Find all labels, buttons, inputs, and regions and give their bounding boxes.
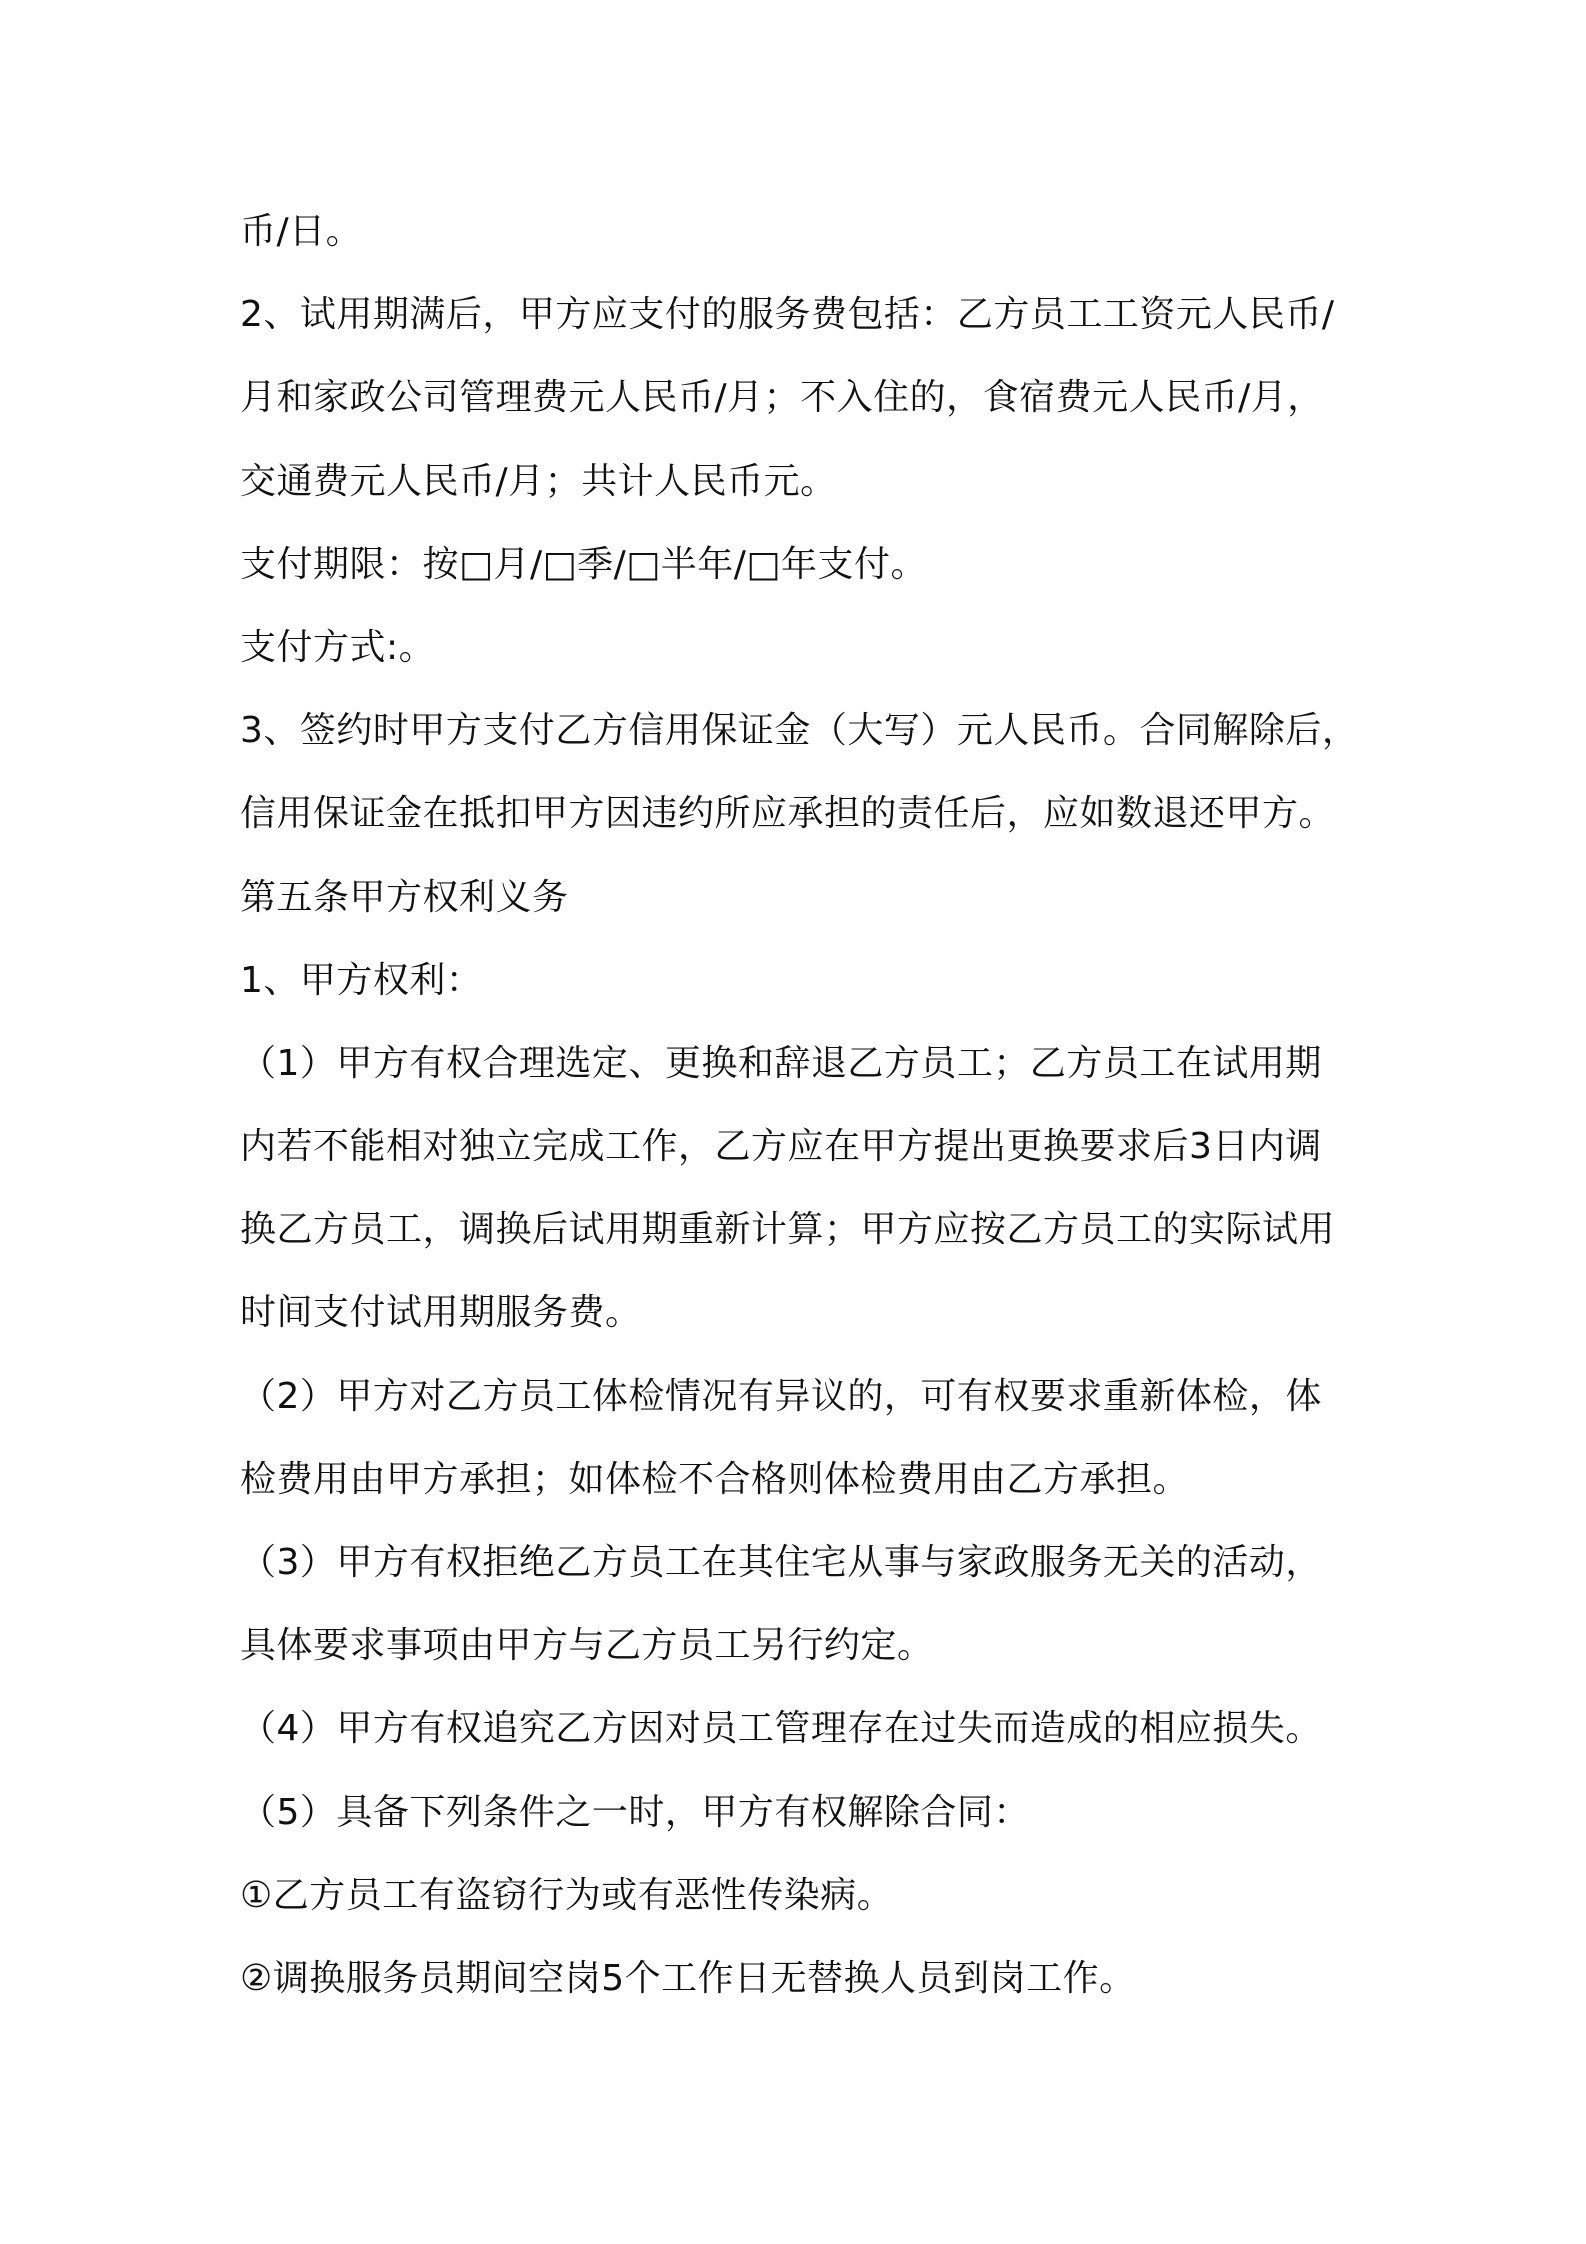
section-heading: 第五条甲方权利义务 bbox=[240, 876, 569, 918]
text-line-17: （3）甲方有权拒绝乙方员工在其住宅从事与家政服务无关的活动， bbox=[240, 1542, 1322, 1583]
text-line-3: 月和家政公司管理费元人民币/月；不入住的，食宿费元人民币/月， bbox=[240, 377, 1324, 419]
text-line-14: 时间支付试用期服务费。 bbox=[240, 1292, 642, 1334]
text-line-7: 3、签约时甲方支付乙方信用保证金（大写）元人民币。合同解除后， bbox=[240, 710, 1359, 752]
text-line-1: 币/日。 bbox=[240, 211, 363, 252]
text-line-18: 具体要求事项由甲方与乙方员工另行约定。 bbox=[240, 1625, 934, 1667]
text-line-21: ①乙方员工有盗窃行为或有恶性传染病。 bbox=[240, 1874, 894, 1916]
text-line-10: 1、甲方权利： bbox=[240, 959, 483, 1001]
text-line-12: 内若不能相对独立完成工作，乙方应在甲方提出更换要求后3日内调 bbox=[240, 1126, 1322, 1168]
contract-text bbox=[240, 190, 1360, 2020]
text-line-15: （2）甲方对乙方员工体检情况有异议的，可有权要求重新体检，体 bbox=[240, 1375, 1322, 1417]
text-line-16: 检费用由甲方承担；如体检不合格则体检费用由乙方承担。 bbox=[240, 1458, 1190, 1500]
text-line-6: 支付方式:。 bbox=[240, 626, 436, 668]
text-line-19: （4）甲方有权追究乙方因对员工管理存在过失而造成的相应损失。 bbox=[240, 1708, 1322, 1750]
text-line-22: ②调换服务员期间空岗5个工作日无替换人员到岗工作。 bbox=[240, 1957, 1136, 1999]
text-line-5: 支付期限：按□月/□季/□半年/□年支付。 bbox=[240, 543, 927, 585]
text-line-20: （5）具备下列条件之一时，甲方有权解除合同： bbox=[240, 1791, 1030, 1833]
text-line-11: （1）甲方有权合理选定、更换和辞退乙方员工；乙方员工在试用期 bbox=[240, 1042, 1322, 1084]
text-line-13: 换乙方员工，调换后试用期重新计算；甲方应按乙方员工的实际试用 bbox=[240, 1209, 1336, 1251]
text-line-4: 交通费元人民币/月；共计人民币元。 bbox=[240, 460, 837, 502]
text-line-8: 信用保证金在抵扣甲方因违约所应承担的责任后，应如数退还甲方。 bbox=[240, 793, 1336, 835]
text-line-2: 2、试用期满后，甲方应支付的服务费包括：乙方员工工资元人民币/ bbox=[240, 294, 1335, 336]
